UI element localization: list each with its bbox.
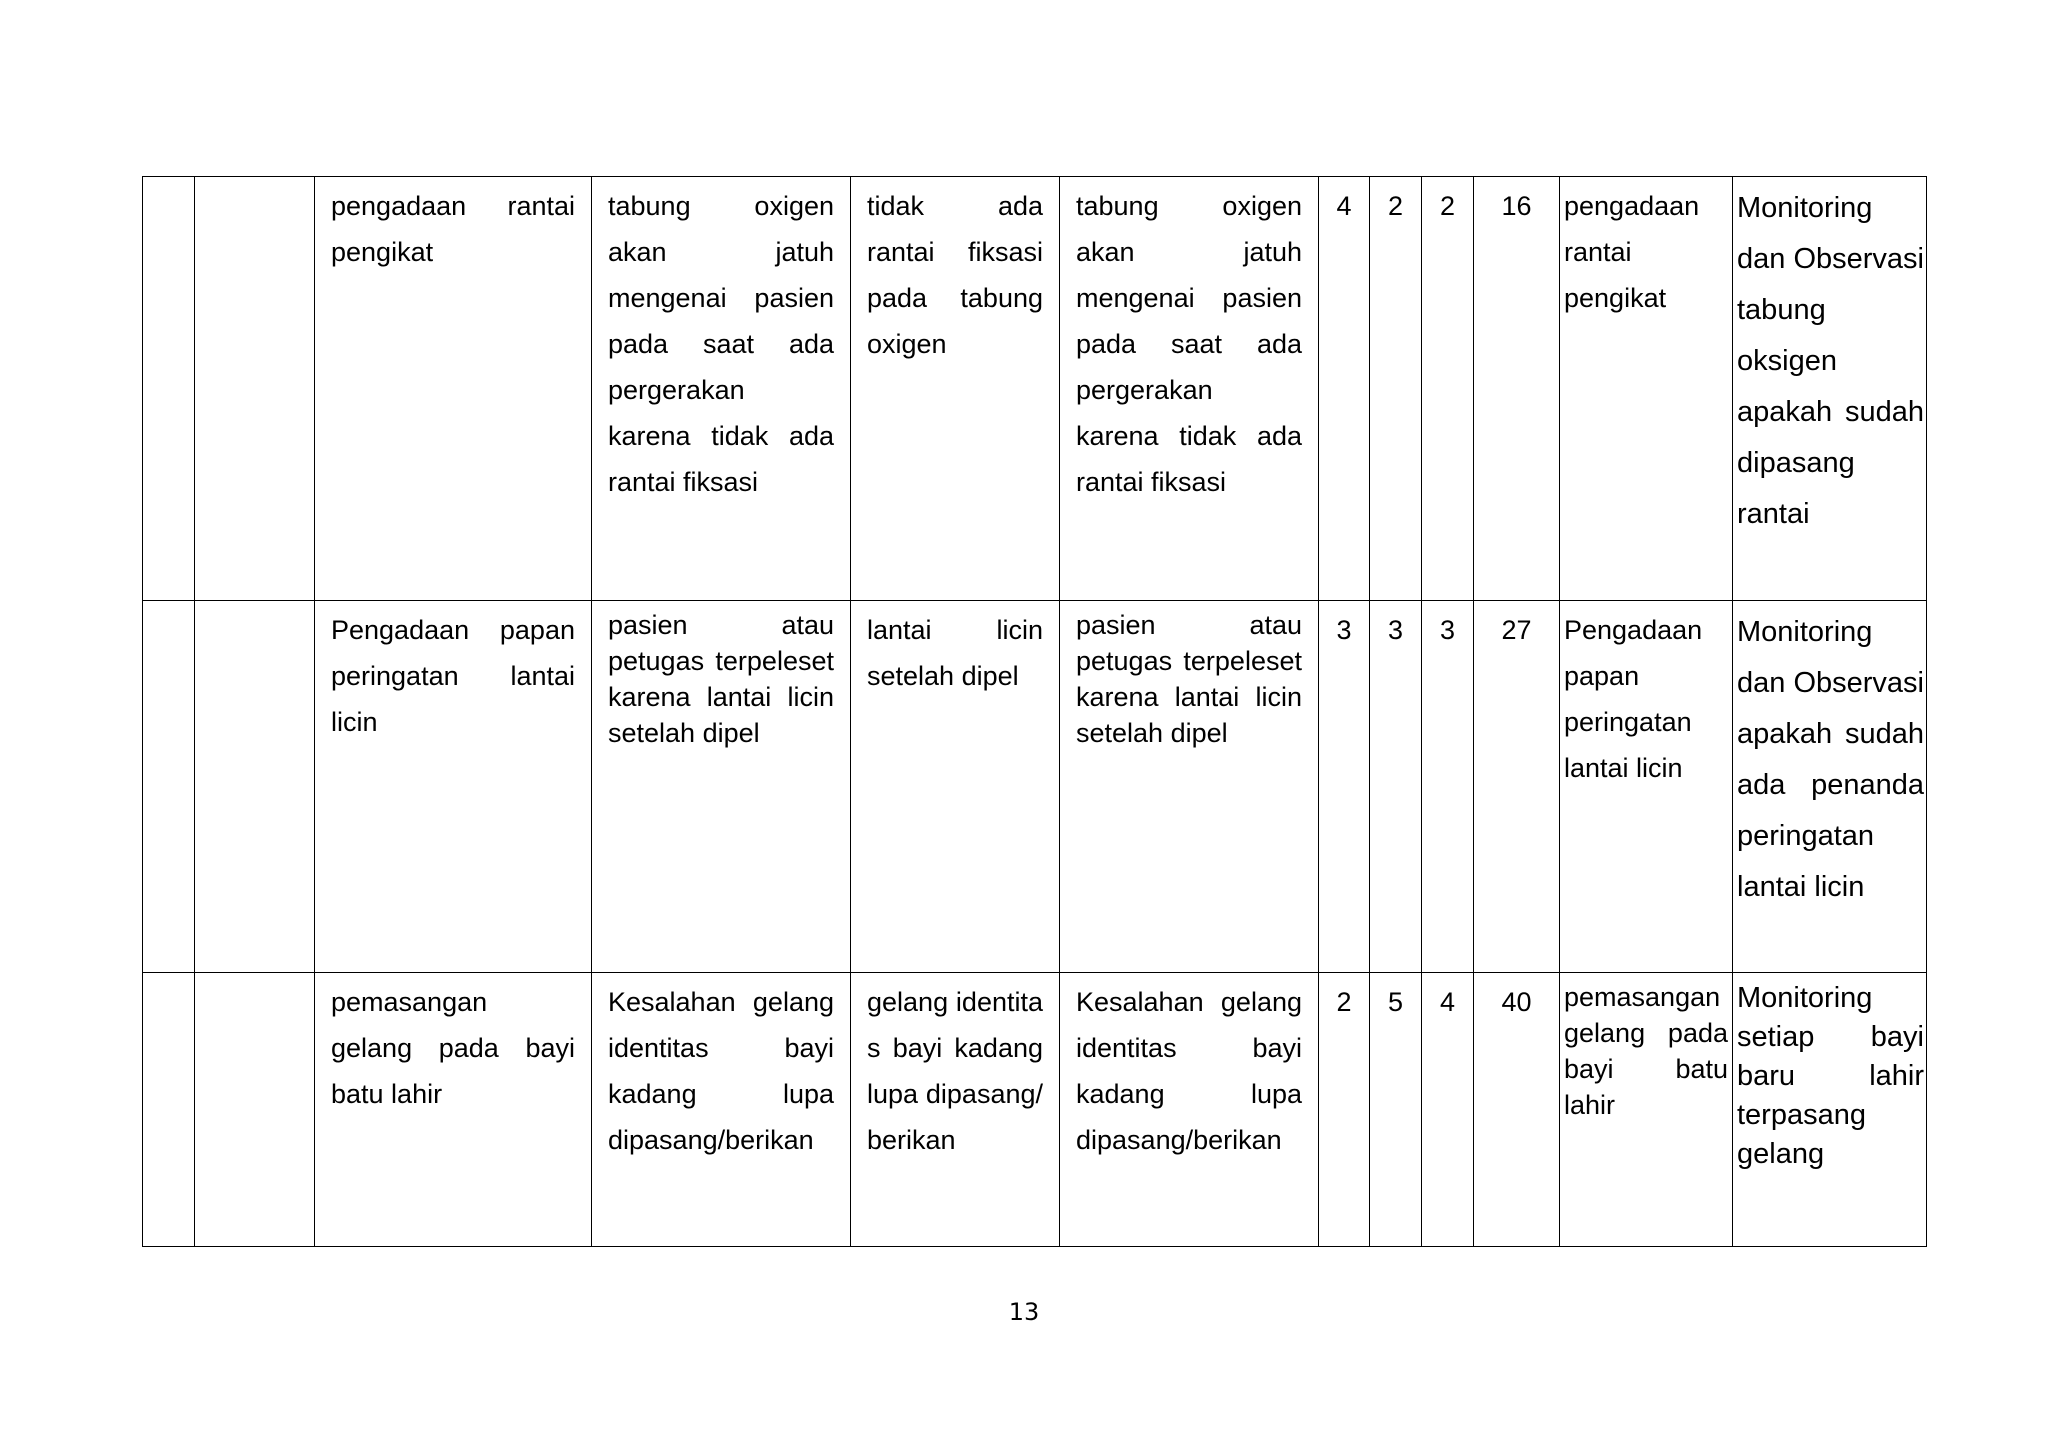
table-row	[143, 177, 1927, 601]
cell-score-1	[1319, 973, 1370, 1247]
score-2-value: 5	[1387, 987, 1404, 1017]
cell-penyebab	[851, 601, 1060, 973]
pengendalian-text: pemasangan gelang pada bayi batu lahir	[1564, 982, 1728, 1120]
score-2-value: 2	[1387, 191, 1404, 221]
cell-empty	[143, 973, 195, 1247]
dampak-text: tabung oxigen akan jatuh mengenai pasien pada saat ada pergerakan karena tidak ada rantai fiksasi	[1076, 191, 1302, 497]
cell-pengendalian	[1560, 973, 1733, 1247]
cell-score-2	[1370, 177, 1422, 601]
cell-score-3	[1422, 177, 1474, 601]
cell-total-score	[1474, 177, 1560, 601]
pengendalian-text: Pengadaan papan peringatan lantai licin	[1564, 615, 1703, 783]
cell-score-1	[1319, 177, 1370, 601]
cell-pengendalian	[1560, 177, 1733, 601]
risiko-text: pasien atau petugas terpeleset karena lantai licin setelah dipel	[608, 610, 834, 748]
cell-score-3	[1422, 601, 1474, 973]
cell-empty	[143, 601, 195, 973]
monitoring-text: Monitoring setiap bayi baru lahir terpasang gelang	[1737, 982, 1924, 1170]
table-row	[143, 601, 1927, 973]
score-3-value: 3	[1439, 615, 1456, 645]
total-score-value: 27	[1501, 615, 1532, 645]
score-3-value: 2	[1439, 191, 1456, 221]
cell-monitoring	[1733, 177, 1927, 601]
monitoring-text: Monitoring dan Observasi tabung oksigen apakah sudah dipasang rantai	[1737, 192, 1924, 530]
cell-kegiatan	[315, 177, 592, 601]
page-number: 13	[1008, 1298, 1040, 1326]
cell-monitoring	[1733, 601, 1927, 973]
cell-kegiatan	[315, 973, 592, 1247]
cell-risiko	[592, 177, 851, 601]
dampak-text: Kesalahan gelang identitas bayi kadang lupa dipasang/berikan	[1076, 987, 1302, 1155]
dampak-text: pasien atau petugas terpeleset karena lantai licin setelah dipel	[1076, 610, 1302, 748]
pengendalian-text: pengadaan rantai pengikat	[1564, 191, 1700, 313]
total-score-value: 16	[1501, 191, 1532, 221]
cell-dampak	[1060, 601, 1319, 973]
penyebab-text: lantai licin setelah dipel	[867, 615, 1043, 691]
cell-pengendalian	[1560, 601, 1733, 973]
cell-empty	[195, 601, 315, 973]
risiko-text: Kesalahan gelang identitas bayi kadang lupa dipasang/berikan	[608, 987, 834, 1155]
cell-score-2	[1370, 601, 1422, 973]
cell-kegiatan	[315, 601, 592, 973]
monitoring-text: Monitoring dan Observasi apakah sudah ada penanda peringatan lantai licin	[1737, 616, 1924, 903]
score-2-value: 3	[1387, 615, 1404, 645]
cell-risiko	[592, 601, 851, 973]
total-score-value: 40	[1501, 987, 1532, 1017]
cell-empty	[195, 973, 315, 1247]
score-3-value: 4	[1439, 987, 1456, 1017]
cell-score-1	[1319, 601, 1370, 973]
cell-total-score	[1474, 601, 1560, 973]
cell-penyebab	[851, 177, 1060, 601]
risk-register-table	[142, 176, 1927, 1247]
cell-monitoring	[1733, 973, 1927, 1247]
cell-risiko	[592, 973, 851, 1247]
cell-score-3	[1422, 973, 1474, 1247]
cell-dampak	[1060, 973, 1319, 1247]
cell-empty	[143, 177, 195, 601]
cell-total-score	[1474, 973, 1560, 1247]
score-1-value: 2	[1336, 987, 1352, 1017]
penyebab-text: gelang identitas bayi kadang lupa dipasang/berikan	[867, 987, 1043, 1155]
kegiatan-text: pemasangan gelang pada bayi batu lahir	[331, 987, 575, 1109]
kegiatan-text: pengadaan rantai pengikat	[331, 191, 575, 267]
cell-penyebab	[851, 973, 1060, 1247]
table-row	[143, 973, 1927, 1247]
kegiatan-text: Pengadaan papan peringatan lantai licin	[331, 615, 575, 737]
cell-score-2	[1370, 973, 1422, 1247]
cell-empty	[195, 177, 315, 601]
score-1-value: 3	[1336, 615, 1352, 645]
risiko-text: tabung oxigen akan jatuh mengenai pasien pada saat ada pergerakan karena tidak ada rantai fiksasi	[608, 191, 834, 497]
score-1-value: 4	[1336, 191, 1352, 221]
cell-dampak	[1060, 177, 1319, 601]
penyebab-text: tidak ada rantai fiksasi pada tabung oxigen	[867, 191, 1043, 359]
